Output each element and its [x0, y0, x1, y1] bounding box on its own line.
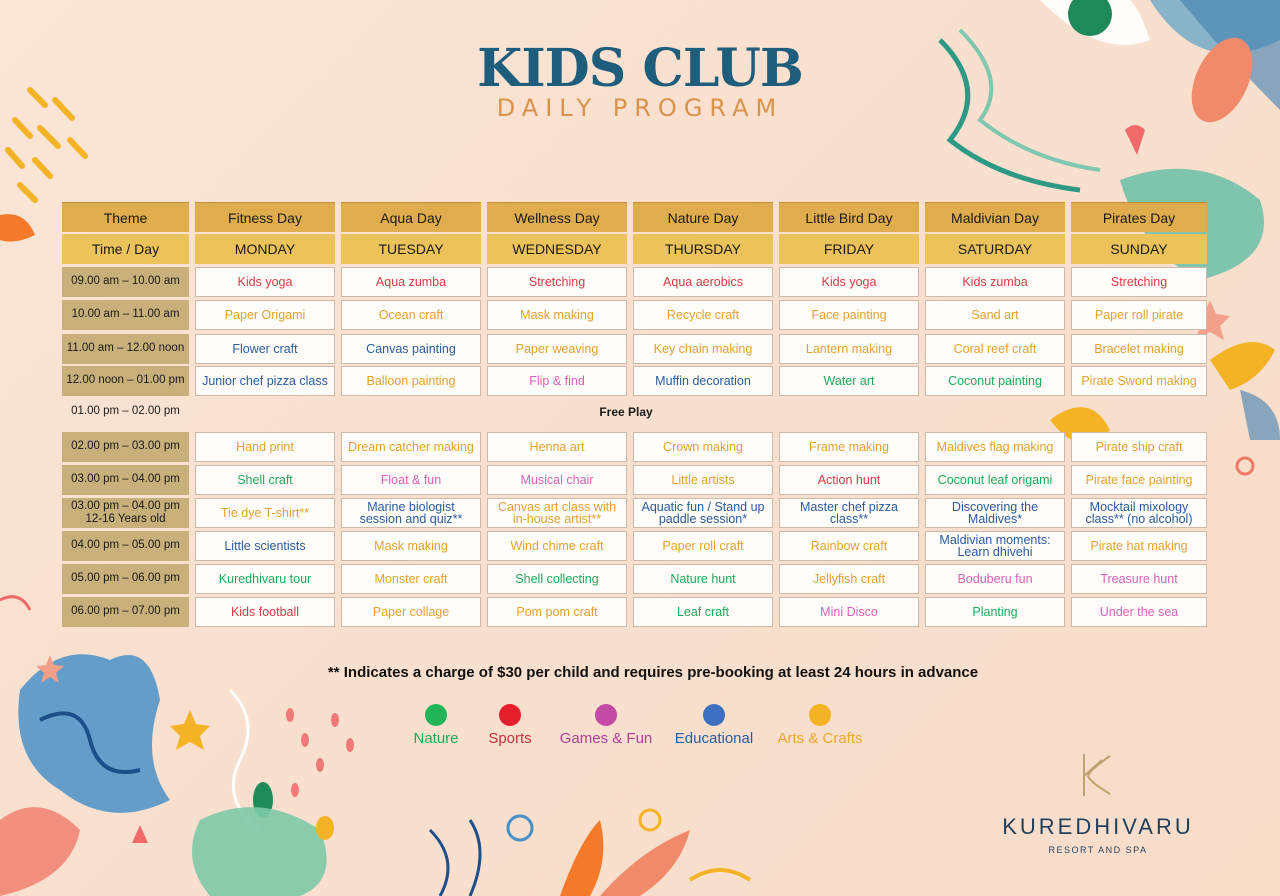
time-slot: [62, 564, 189, 594]
legend-label: Sports: [488, 730, 532, 747]
time-slot-label: 02.00 pm – 03.00 pm: [71, 440, 180, 453]
activity-cell: Stretching: [1071, 267, 1207, 297]
page-title: KIDS CLUB: [477, 38, 803, 99]
activity-cell: Water art: [779, 366, 919, 396]
theme-cell: Wellness Day: [487, 202, 627, 232]
activity-cell: Coconut leaf origami: [925, 465, 1065, 495]
day-header: WEDNESDAY: [487, 234, 627, 264]
time-slot: [62, 366, 189, 396]
activity-cell: Flower craft: [195, 334, 335, 364]
activity-cell: Tie dye T-shirt**: [195, 498, 335, 528]
activity-cell: Rainbow craft: [779, 531, 919, 561]
legend-dot-icon: [809, 704, 831, 726]
activity-cell: Key chain making: [633, 334, 773, 364]
activity-cell: Balloon painting: [341, 366, 481, 396]
day-header: THURSDAY: [633, 234, 773, 264]
activity-cell: Paper weaving: [487, 334, 627, 364]
activity-cell: Leaf craft: [633, 597, 773, 627]
activity-cell: Float & fun: [341, 465, 481, 495]
legend-item: [760, 704, 880, 747]
activity-cell: Coconut painting: [925, 366, 1065, 396]
time-slot-label: 04.00 pm – 05.00 pm: [71, 539, 180, 552]
activity-cell: Kuredhivaru tour: [195, 564, 335, 594]
activity-cell: Planting: [925, 597, 1065, 627]
legend-dot-icon: [595, 704, 617, 726]
time-slot-label: 10.00 am – 11.00 am: [71, 308, 180, 321]
activity-cell: Kids yoga: [779, 267, 919, 297]
activity-cell: Little artists: [633, 465, 773, 495]
theme-cell: Maldivian Day: [925, 202, 1065, 232]
activity-cell: Treasure hunt: [1071, 564, 1207, 594]
activity-cell: Mocktail mixology class** (no alcohol): [1071, 498, 1207, 528]
legend-dot-icon: [425, 704, 447, 726]
activity-cell: Nature hunt: [633, 564, 773, 594]
activity-cell: Face painting: [779, 300, 919, 330]
activity-cell: Kids yoga: [195, 267, 335, 297]
time-slot: [62, 597, 189, 627]
activity-cell: Pirate Sword making: [1071, 366, 1207, 396]
activity-cell: Jellyfish craft: [779, 564, 919, 594]
time-slot-label: 11.00 am – 12.00 noon: [66, 342, 185, 355]
activity-cell: Marine biologist session and quiz**: [341, 498, 481, 528]
time-slot: [62, 334, 189, 364]
legend-label: Games & Fun: [559, 730, 653, 747]
theme-cell: Nature Day: [633, 202, 773, 232]
activity-cell: Pom pom craft: [487, 597, 627, 627]
activity-cell: Kids zumba: [925, 267, 1065, 297]
activity-cell: Pirate ship craft: [1071, 432, 1207, 462]
activity-cell: Musical chair: [487, 465, 627, 495]
time-slot-label: 03.00 pm – 04.00 pm: [71, 473, 180, 486]
legend-label: Educational: [674, 730, 754, 747]
activity-cell: Flip & find: [487, 366, 627, 396]
age-group-label: 12-16 Years old: [85, 513, 166, 525]
legend-dot-icon: [703, 704, 725, 726]
day-header: TUESDAY: [341, 234, 481, 264]
activity-cell: Bracelet making: [1071, 334, 1207, 364]
pricing-note: ** Indicates a charge of $30 per child and requires pre-booking at least 24 hours in advance: [327, 664, 979, 681]
activity-cell: Aquatic fun / Stand up paddle session*: [633, 498, 773, 528]
activity-cell: Action hunt: [779, 465, 919, 495]
activity-cell: Mini Disco: [779, 597, 919, 627]
activity-cell: Mask making: [487, 300, 627, 330]
legend-item: [546, 704, 666, 747]
time-day-header: Time / Day: [62, 234, 189, 264]
activity-cell: Dream catcher making: [341, 432, 481, 462]
activity-cell: Master chef pizza class**: [779, 498, 919, 528]
legend-label: Arts & Crafts: [777, 730, 863, 747]
time-slot: [62, 432, 189, 462]
activity-cell: Coral reef craft: [925, 334, 1065, 364]
free-play-time: 01.00 pm – 02.00 pm: [71, 405, 180, 418]
activity-cell: Recycle craft: [633, 300, 773, 330]
activity-cell: Sand art: [925, 300, 1065, 330]
activity-cell: Henna art: [487, 432, 627, 462]
activity-cell: Shell collecting: [487, 564, 627, 594]
time-slot-label: 09.00 am – 10.00 am: [71, 275, 180, 288]
kuredhivaru-logo-icon: [1080, 752, 1114, 798]
activity-cell: Paper collage: [341, 597, 481, 627]
brand-name: KUREDHIVARU: [1002, 814, 1194, 839]
theme-header: Theme: [62, 202, 189, 232]
activity-cell: Maldives flag making: [925, 432, 1065, 462]
time-slot-label: 06.00 pm – 07.00 pm: [71, 605, 180, 618]
page-subtitle: DAILY PROGRAM: [496, 94, 784, 122]
theme-cell: Pirates Day: [1071, 202, 1207, 232]
theme-cell: Aqua Day: [341, 202, 481, 232]
activity-cell: Paper roll craft: [633, 531, 773, 561]
activity-cell: Wind chime craft: [487, 531, 627, 561]
activity-cell: Stretching: [487, 267, 627, 297]
day-header: FRIDAY: [779, 234, 919, 264]
activity-cell: Kids football: [195, 597, 335, 627]
day-header: SATURDAY: [925, 234, 1065, 264]
time-slot: [62, 267, 189, 297]
time-slot: [62, 531, 189, 561]
theme-cell: Fitness Day: [195, 202, 335, 232]
activity-cell: Paper Origami: [195, 300, 335, 330]
activity-cell: Monster craft: [341, 564, 481, 594]
activity-cell: Crown making: [633, 432, 773, 462]
activity-cell: Pirate hat making: [1071, 531, 1207, 561]
time-slot: [62, 465, 189, 495]
activity-cell: Paper roll pirate: [1071, 300, 1207, 330]
time-slot-label: 03.00 pm – 04.00 pm: [71, 499, 180, 512]
activity-cell: Aqua zumba: [341, 267, 481, 297]
activity-cell: Pirate face painting: [1071, 465, 1207, 495]
activity-cell: Little scientists: [195, 531, 335, 561]
activity-cell: Canvas art class with in-house artist**: [487, 498, 627, 528]
activity-cell: Muffin decoration: [633, 366, 773, 396]
day-header: MONDAY: [195, 234, 335, 264]
day-header: SUNDAY: [1071, 234, 1207, 264]
time-slot-label: 12.00 noon – 01.00 pm: [66, 374, 185, 387]
activity-cell: Canvas painting: [341, 334, 481, 364]
activity-cell: Aqua aerobics: [633, 267, 773, 297]
time-slot: [62, 300, 189, 330]
theme-cell: Little Bird Day: [779, 202, 919, 232]
activity-cell: Under the sea: [1071, 597, 1207, 627]
free-play-label: Free Play: [599, 405, 653, 419]
activity-cell: Lantern making: [779, 334, 919, 364]
activity-cell: Mask making: [341, 531, 481, 561]
activity-cell: Frame making: [779, 432, 919, 462]
activity-cell: Hand print: [195, 432, 335, 462]
activity-cell: Shell craft: [195, 465, 335, 495]
activity-cell: Junior chef pizza class: [195, 366, 335, 396]
activity-cell: Maldivian moments: Learn dhivehi: [925, 531, 1065, 561]
activity-cell: Ocean craft: [341, 300, 481, 330]
time-slot: [62, 498, 189, 528]
brand-tagline: RESORT AND SPA: [1048, 845, 1148, 855]
activity-cell: Boduberu fun: [925, 564, 1065, 594]
legend-item: [654, 704, 774, 747]
time-slot-label: 05.00 pm – 06.00 pm: [71, 572, 180, 585]
legend-dot-icon: [499, 704, 521, 726]
legend-label: Nature: [413, 730, 459, 747]
activity-cell: Discovering the Maldives*: [925, 498, 1065, 528]
